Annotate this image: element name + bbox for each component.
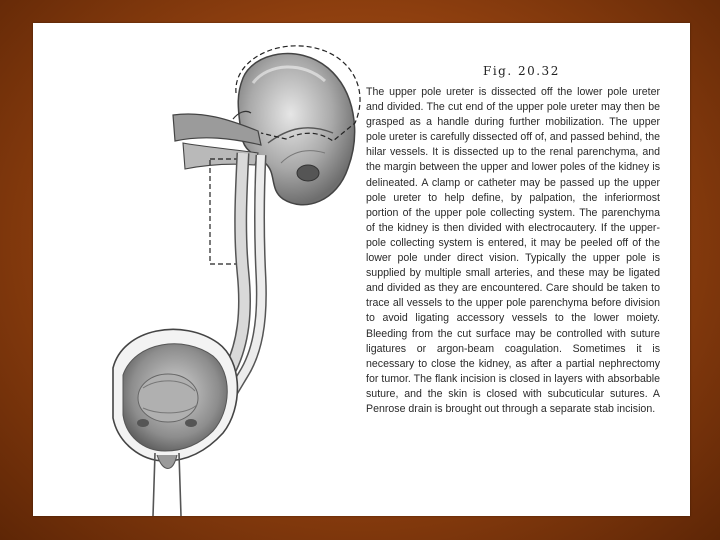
figure-caption: The upper pole ureter is dissected off the lower pole ureter and divided. The cut end of the upper pole ureter may then be grasped as a handle during further mobilization. The upper pole ureter is carefully dissected off of, and passed behind, the hilar vessels. It is dissected up to the renal parenchyma, and the margin between the upper and lower poles of the kidney is delineated. A clamp or catheter may be passed up the upper pole ureter to help define, by palpation, the inferiormost portion of the upper pole collecting system. The parenchyma of the kidney is then divided with electrocautery. If the upper-pole collecting system is entered, it may be peeled off of the lower pole under direct vision. Typically the upper pole is supplied by multiple small arteries, and these may be ligated and divided as they are encountered. Care should be taken to trace all vessels to the upper pole parenchyma before division to avoid ligating accessory vessels to the lower moiety. Bleeding from the cut surface may be controlled with suture ligatures or argon-beam coagulation. Sometimes it is necessary to close the kidney, as after a partial nephrectomy for tumor. The flank incision is closed in layers with absorbable suture, and the skin is closed with subcuticular sutures. A Penrose drain is brought out through a separate stab incision. bbox=[366, 86, 660, 415]
figure-label: Fig. 20.32 bbox=[483, 64, 560, 78]
kidney-ureter-illustration bbox=[93, 23, 393, 516]
bladder bbox=[113, 329, 237, 516]
slide bbox=[33, 23, 690, 516]
